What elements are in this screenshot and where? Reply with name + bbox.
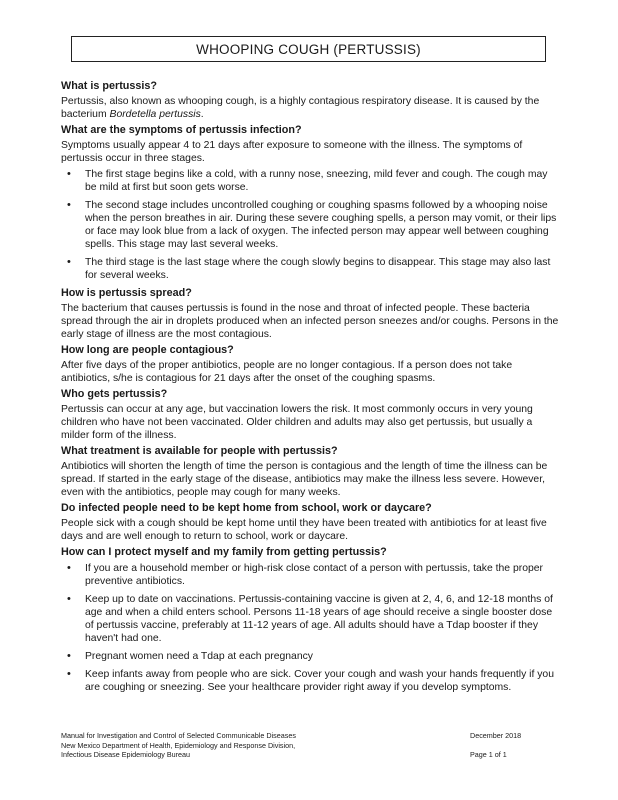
paragraph-what-is — [61, 95, 559, 121]
list-item: • Pregnant women need a Tdap at each pregnancy — [61, 650, 559, 663]
paragraph-who: Pertussis can occur at any age, but vaccination lowers the risk. It most commonly occurs in very young children who have not been vaccinated. Older children and adults may also get pertussis, but usually a milder form of the illness. — [61, 404, 533, 441]
footer-line: Manual for Investigation and Control of Selected Communicable Diseases — [61, 731, 296, 740]
list-item: • Keep infants away from people who are sick. Cover your cough and wash your hands frequently if you are coughing or sneezing. See your healthcare provider right away if you develop symptoms. — [61, 668, 559, 694]
heading-symptoms: What are the symptoms of pertussis infection? — [61, 124, 302, 136]
heading-who: Who gets pertussis? — [61, 388, 168, 400]
list-item: • The third stage is the last stage where the cough slowly begins to disappear. This stage may also last for several weeks. — [61, 256, 559, 282]
paragraph-treatment: Antibiotics will shorten the length of time the person is contagious and the length of time the illness can be spread. If started in the early stage of the disease, antibiotics may make the illness less severe. However, even with the antibiotics, people may cough for many weeks. — [61, 461, 548, 498]
paragraph-symptoms-intro: Symptoms usually appear 4 to 21 days after exposure to someone with the illness. The symptoms of pertussis occur in three stages. — [61, 140, 523, 164]
heading-spread: How is pertussis spread? — [61, 287, 192, 299]
heading-treatment: What treatment is available for people with pertussis? — [61, 445, 338, 457]
paragraph-contagious: After five days of the proper antibiotics, people are no longer contagious. If a person does not take antibiotics, s/he is contagious for 21 days after the onset of the coughing spasms. — [61, 360, 513, 384]
paragraph-home: People sick with a cough should be kept home until they have been treated with antibiotics for at least five days and are well enough to return to school, work or daycare. — [61, 518, 547, 542]
list-item: • The second stage includes uncontrolled coughing or coughing spasms followed by a whooping noise when the person breathes in air. During these severe coughing spells, a person may vomit, or their lips or face may look blue from a lack of oxygen. The infected person may appear well between coughing spells. This stage may last several weeks. — [61, 199, 559, 251]
heading-what-is: What is pertussis? — [61, 80, 157, 92]
document-title: WHOOPING COUGH (PERTUSSIS) — [71, 36, 546, 62]
what-is-text: Pertussis, also known as whooping cough, is a highly contagious respiratory disease. It is caused by the bacterium — [61, 96, 540, 120]
paragraph-spread: The bacterium that causes pertussis is found in the nose and throat of infected people. These bacteria spread through the air in droplets produced when an infected person sneezes and/or coughs. Persons in the early stage of illness are the most contagious. — [61, 303, 559, 340]
page-number: Page 1 of 1 — [470, 750, 507, 760]
heading-protect: How can I protect myself and my family from getting pertussis? — [61, 546, 387, 558]
protection-list — [61, 562, 559, 694]
footer-meta — [470, 731, 560, 760]
footer-line: New Mexico Department of Health, Epidemiology and Response Division, — [61, 740, 296, 750]
list-item: • The first stage begins like a cold, with a runny nose, sneezing, mild fever and cough. The cough may be mild at first but soon gets worse. — [61, 168, 559, 194]
list-item: • If you are a household member or high-risk close contact of a person with pertussis, take the proper preventive antibiotics. — [61, 562, 559, 588]
heading-home: Do infected people need to be kept home from school, work or daycare? — [61, 502, 432, 514]
document-body — [61, 77, 559, 699]
what-is-text-end: . — [200, 109, 204, 120]
footer-date: December 2018 — [470, 731, 522, 740]
list-item: • Keep up to date on vaccinations. Pertussis-containing vaccine is given at 2, 4, 6, and 12-18 months of age and when a child enters school. Persons 11-18 years of age should receive a single booster dose of pertussis vaccine, preferably at 11-12 years of age. All adults should have a Tdap booster if they haven't had one. — [61, 593, 559, 645]
footer-line: Infectious Disease Epidemiology Bureau — [61, 750, 191, 760]
heading-contagious: How long are people contagious? — [61, 344, 234, 356]
symptom-stages-list — [61, 168, 559, 282]
bacterium-name: Bordetella pertussis — [109, 109, 201, 120]
footer-source — [61, 731, 401, 760]
